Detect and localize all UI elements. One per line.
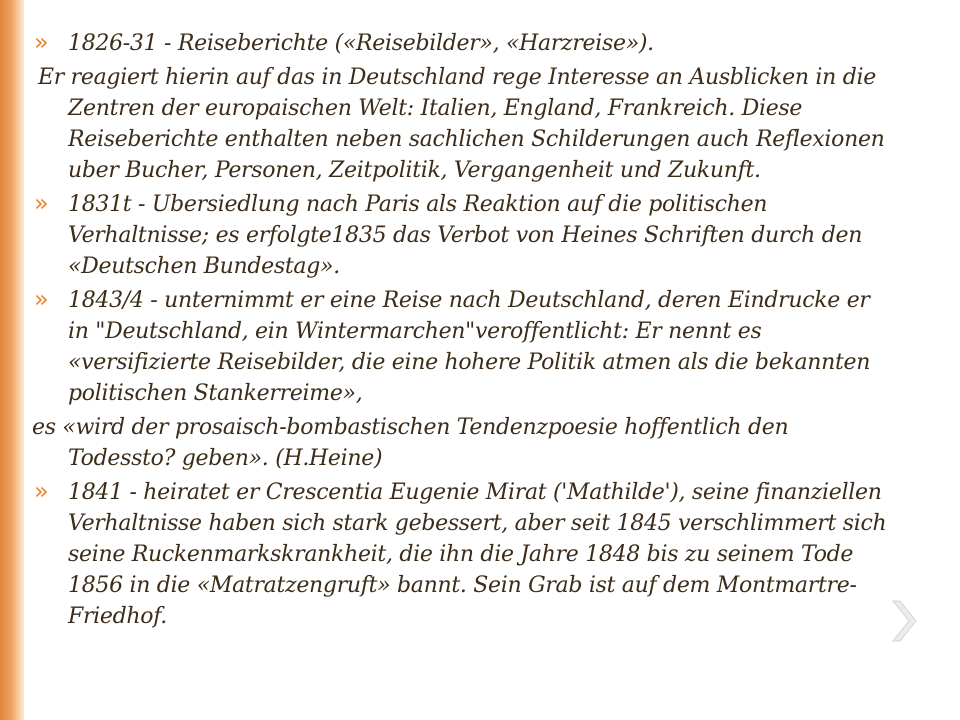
next-slide-button[interactable]: [889, 598, 919, 644]
slide-content: [32, 28, 894, 635]
paragraph-text: 1843/4 - unternimmt er eine Reise nach Deutschland, deren Eindrucke er in "Deutschland, ein Wintermarchen"veroffentlicht: Er nennt es «versifizierte Reisebilder, die eine hohere Politik atmen als die bekannten politischen Stankerreime»,: [68, 288, 871, 406]
bullet-paragraph: [32, 285, 894, 409]
continuation-paragraph: [32, 62, 894, 186]
bullet-paragraph: [32, 189, 894, 282]
chevron-right-icon: [889, 598, 919, 644]
paragraph-text: 1841 - heiratet er Crescentia Eugenie Mirat ('Mathilde'), seine finanziellen Verhaltnisse haben sich stark gebessert, aber seit 1845 verschlimmert sich seine Ruckenmarkskrankheit, die ihn die Jahre 1848 bis zu seinem Tode 1856 in die «Matratzengruft» bannt. Sein Grab ist auf dem Montmartre-Friedhof.: [68, 480, 887, 629]
left-accent-bar: [0, 0, 24, 720]
slide: [24, 0, 960, 720]
bullet-marker: »: [34, 189, 49, 217]
paragraph-text: 1831t - Ubersiedlung nach Paris als Reaktion auf die politischen Verhaltnisse; es erfolgte1835 das Verbot von Heines Schriften durch den «Deutschen Bundestag».: [68, 192, 863, 279]
paragraph-text: 1826-31 - Reiseberichte («Reisebilder», «Harzreise»).: [68, 31, 654, 56]
bullet-marker: »: [34, 477, 49, 505]
bullet-marker: »: [34, 285, 49, 313]
bullet-paragraph: [32, 28, 894, 59]
plain-paragraph: [32, 412, 894, 474]
bullet-marker: »: [34, 28, 49, 56]
paragraph-text: es «wird der prosaisch-bombastischen Tendenzpoesie hoffentlich den Todessto? geben». (H.Heine): [32, 415, 789, 471]
bullet-paragraph: [32, 477, 894, 632]
paragraph-text: Er reagiert hierin auf das in Deutschland rege Interesse an Ausblicken in die Zentren der europaischen Welt: Italien, England, Frankreich. Diese Reiseberichte enthalten neben sachlichen Schilderungen auch Reflexionen uber Bucher, Personen, Zeitpolitik, Vergangenheit und Zukunft.: [38, 65, 885, 183]
